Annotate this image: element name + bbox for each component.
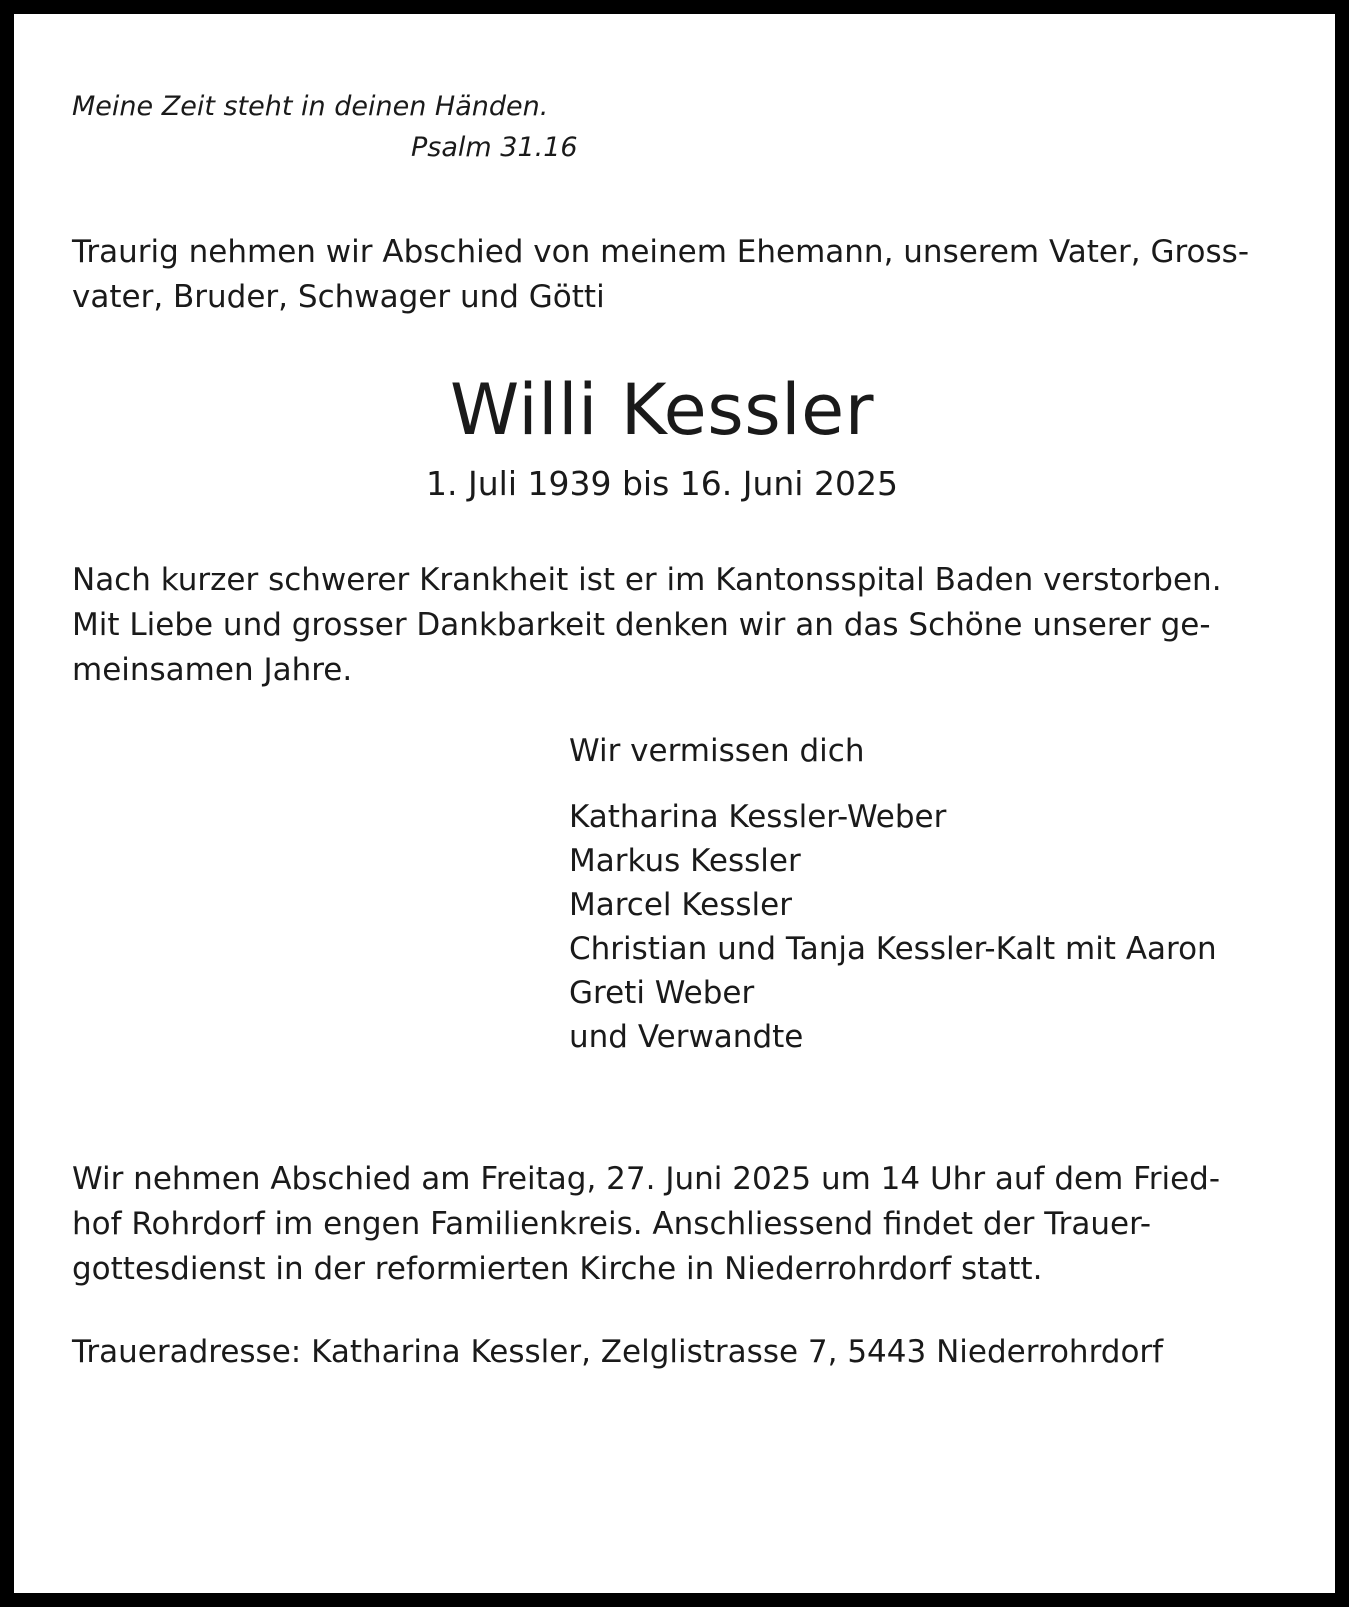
intro-line: vater, Bruder, Schwager und Götti [72, 279, 605, 315]
obituary-content [72, 86, 1252, 1375]
ceremony-line: Wir nehmen Abschied am Freitag, 27. Juni 2025 um 14 Uhr auf dem Fried- [72, 1161, 1220, 1197]
death-line: meinsamen Jahre. [72, 652, 353, 688]
mourner-name: Marcel Kessler [569, 887, 792, 923]
mourner-name: Markus Kessler [569, 843, 801, 879]
mourner-name: Christian und Tanja Kessler-Kalt mit Aaron [569, 931, 1217, 967]
motto-verse: Meine Zeit steht in deinen Händen. [72, 91, 549, 122]
death-line: Mit Liebe und grosser Dankbarkeit denken wir an das Schöne unserer ge- [72, 607, 1211, 643]
intro-paragraph [72, 230, 1252, 320]
death-paragraph [72, 558, 1252, 693]
mourning-address: Traueradresse: Katharina Kessler, Zelglistrasse 7, 5443 Niederrohrdorf [72, 1334, 1164, 1370]
intro-line: Traurig nehmen wir Abschied von meinem Ehemann, unserem Vater, Gross- [72, 234, 1250, 270]
mourner-name: Katharina Kessler-Weber [569, 799, 947, 835]
deceased-name: Willi Kessler [450, 369, 874, 451]
mourner-name: und Verwandte [569, 1019, 804, 1055]
signoff-heading: Wir vermissen dich [569, 733, 865, 769]
mourner-name: Greti Weber [569, 975, 755, 1011]
ceremony-line: gottesdienst in der reformierten Kirche in Niederrohrdorf statt. [72, 1251, 1043, 1287]
death-line: Nach kurzer schwerer Krankheit ist er im Kantonsspital Baden verstorben. [72, 562, 1222, 598]
life-dates: 1. Juli 1939 bis 16. Juni 2025 [426, 464, 898, 503]
ceremony-paragraph [72, 1157, 1252, 1292]
ceremony-line: hof Rohrdorf im engen Familienkreis. Anschliessend findet der Trauer- [72, 1206, 1152, 1242]
motto-reference: Psalm 31.16 [411, 132, 578, 163]
mourners-block [569, 729, 1252, 1059]
